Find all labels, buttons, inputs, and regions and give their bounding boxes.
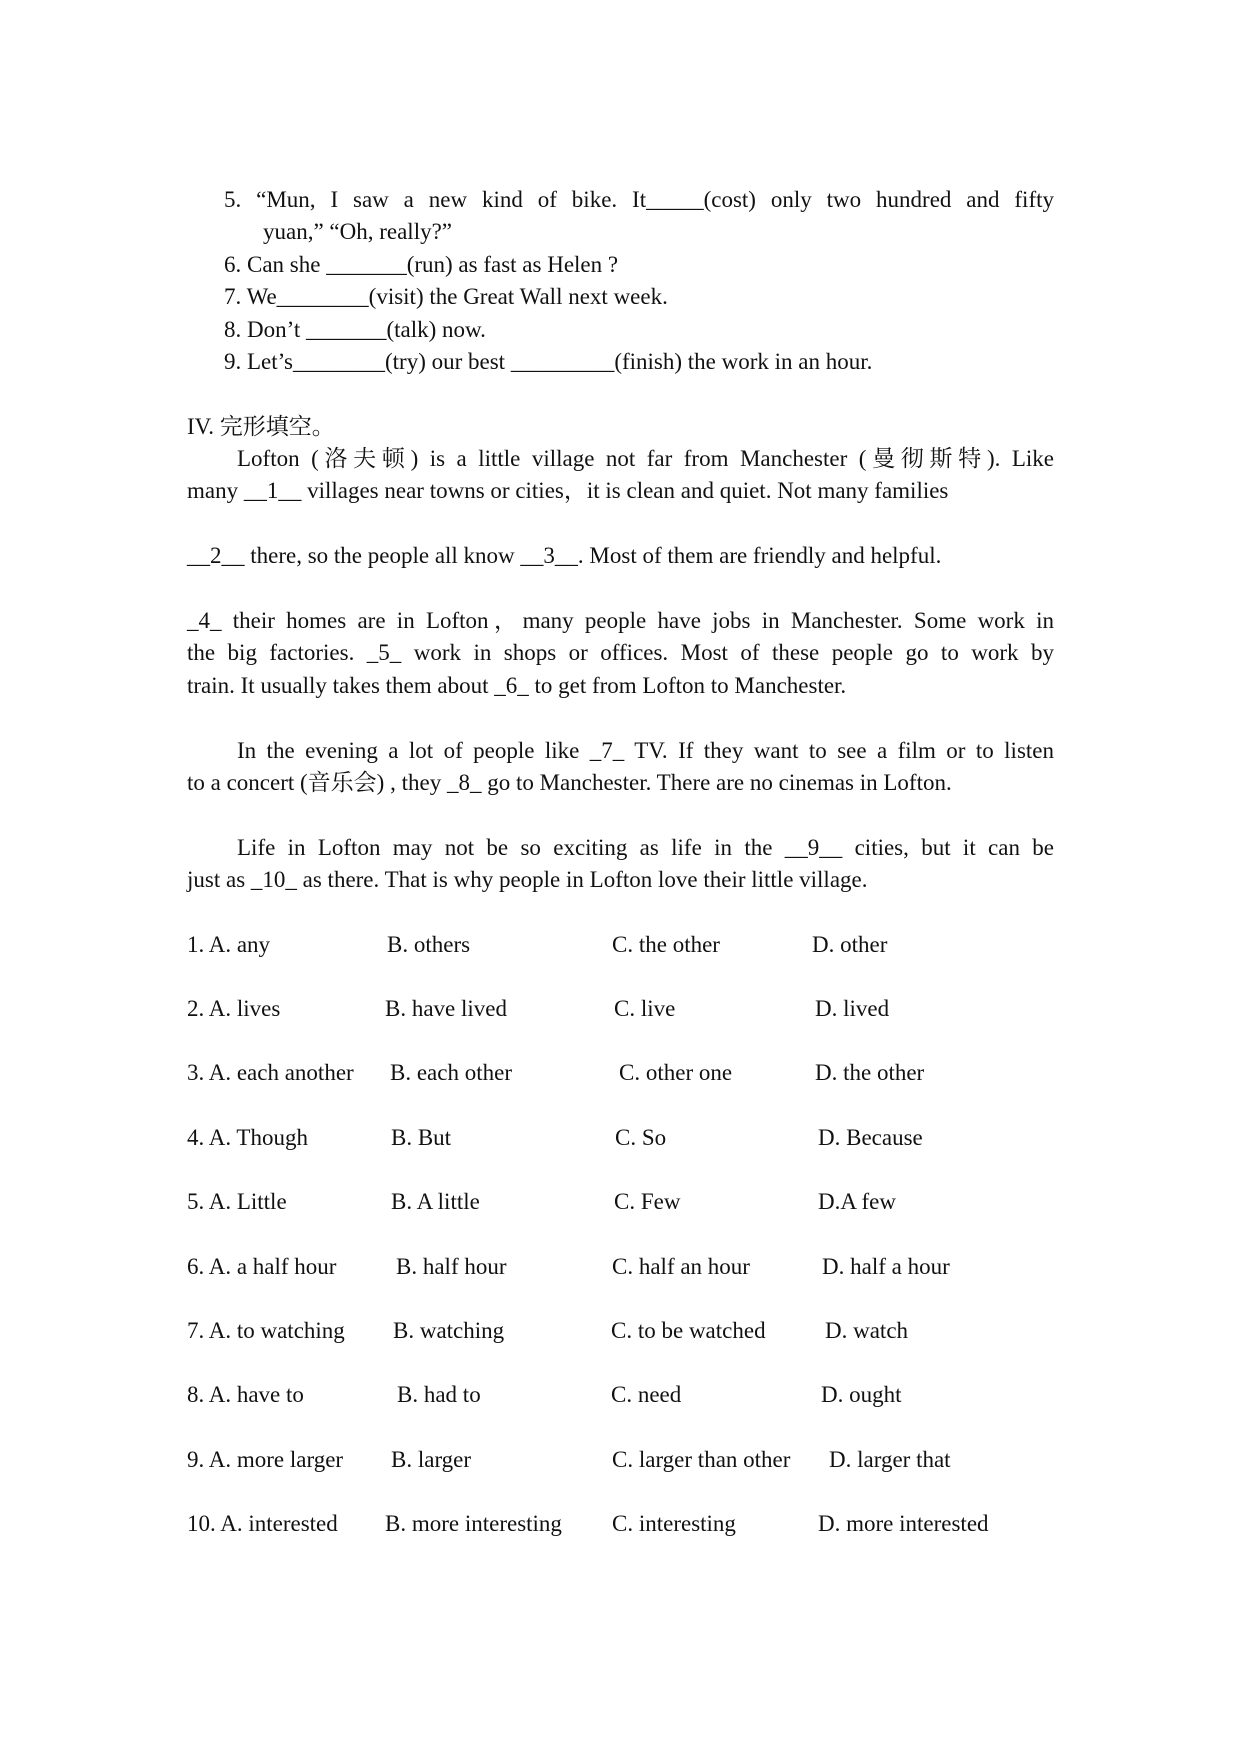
option-3-a: 3. A. each another: [187, 1060, 354, 1085]
option-9-c: C. larger than other: [612, 1447, 791, 1472]
option-7-a: 7. A. to watching: [187, 1318, 345, 1343]
passage-line: the big factories. _5_ work in shops or offices. Most of these people go to work by: [187, 640, 1054, 665]
passage-line: just as _10_ as there. That is why people in Lofton love their little village.: [187, 867, 868, 892]
option-4-b: B. But: [391, 1125, 452, 1150]
passage-line: train. It usually takes them about _6_ to get from Lofton to Manchester.: [187, 673, 847, 698]
option-5-c: C. Few: [614, 1189, 681, 1214]
exercise-6: 6. Can she _______(run) as fast as Helen ?: [224, 252, 619, 277]
option-10-b: B. more interesting: [385, 1511, 562, 1536]
option-8-c: C. need: [611, 1382, 682, 1407]
option-10-c: C. interesting: [612, 1511, 736, 1536]
option-5-a: 5. A. Little: [187, 1189, 287, 1214]
exercise-9: 9. Let’s________(try) our best _________(finish) the work in an hour.: [224, 349, 873, 374]
option-8-a: 8. A. have to: [187, 1382, 304, 1407]
passage-line: to a concert (音乐会) , they _8_ go to Manchester. There are no cinemas in Lofton.: [187, 770, 952, 795]
option-3-b: B. each other: [390, 1060, 512, 1085]
option-6-d: D. half a hour: [822, 1254, 950, 1279]
option-1-c: C. the other: [612, 932, 720, 957]
passage-line: In the evening a lot of people like _7_ TV. If they want to see a film or to listen: [237, 738, 1054, 763]
exercise-8: 8. Don’t _______(talk) now.: [224, 317, 486, 342]
option-7-c: C. to be watched: [611, 1318, 766, 1343]
option-1-d: D. other: [812, 932, 888, 957]
option-7-d: D. watch: [825, 1318, 909, 1343]
option-7-b: B. watching: [393, 1318, 505, 1343]
exercise-5-line-1: 5. “Mun, I saw a new kind of bike. It_____(cost) only two hundred and fifty: [224, 187, 1054, 212]
option-4-a: 4. A. Though: [187, 1125, 308, 1150]
option-6-a: 6. A. a half hour: [187, 1254, 337, 1279]
passage-line: Life in Lofton may not be so exciting as life in the __9__ cities, but it can be: [237, 835, 1054, 860]
option-6-c: C. half an hour: [612, 1254, 750, 1279]
option-1-a: 1. A. any: [187, 932, 271, 957]
option-2-c: C. live: [614, 996, 676, 1021]
option-8-d: D. ought: [821, 1382, 902, 1407]
option-10-a: 10. A. interested: [187, 1511, 338, 1536]
option-9-b: B. larger: [391, 1447, 472, 1472]
passage-line: _4_ their homes are in Lofton，many people have jobs in Manchester. Some work in: [187, 608, 1054, 633]
option-3-d: D. the other: [815, 1060, 925, 1085]
option-4-d: D. Because: [818, 1125, 923, 1150]
option-8-b: B. had to: [397, 1382, 481, 1407]
option-5-d: D.A few: [818, 1189, 896, 1214]
option-2-b: B. have lived: [385, 996, 507, 1021]
option-10-d: D. more interested: [818, 1511, 989, 1536]
option-5-b: B. A little: [391, 1189, 480, 1214]
option-9-d: D. larger that: [829, 1447, 951, 1472]
option-3-c: C. other one: [619, 1060, 733, 1085]
passage-line: many __1__ villages near towns or cities，it is clean and quiet. Not many families: [187, 478, 949, 503]
option-9-a: 9. A. more larger: [187, 1447, 344, 1472]
passage-line: __2__ there, so the people all know __3__. Most of them are friendly and helpful.: [187, 543, 942, 568]
option-1-b: B. others: [387, 932, 471, 957]
exercise-7: 7. We________(visit) the Great Wall next week.: [224, 284, 668, 309]
option-2-a: 2. A. lives: [187, 996, 281, 1021]
passage-line: Lofton (洛夫顿) is a little village not far from Manchester (曼彻斯特). Like: [237, 446, 1054, 471]
exercise-5-line-2: yuan,” “Oh, really?”: [263, 219, 453, 244]
section-title: IV. 完形填空。: [187, 414, 335, 439]
option-6-b: B. half hour: [396, 1254, 507, 1279]
option-2-d: D. lived: [815, 996, 890, 1021]
option-4-c: C. So: [615, 1125, 667, 1150]
